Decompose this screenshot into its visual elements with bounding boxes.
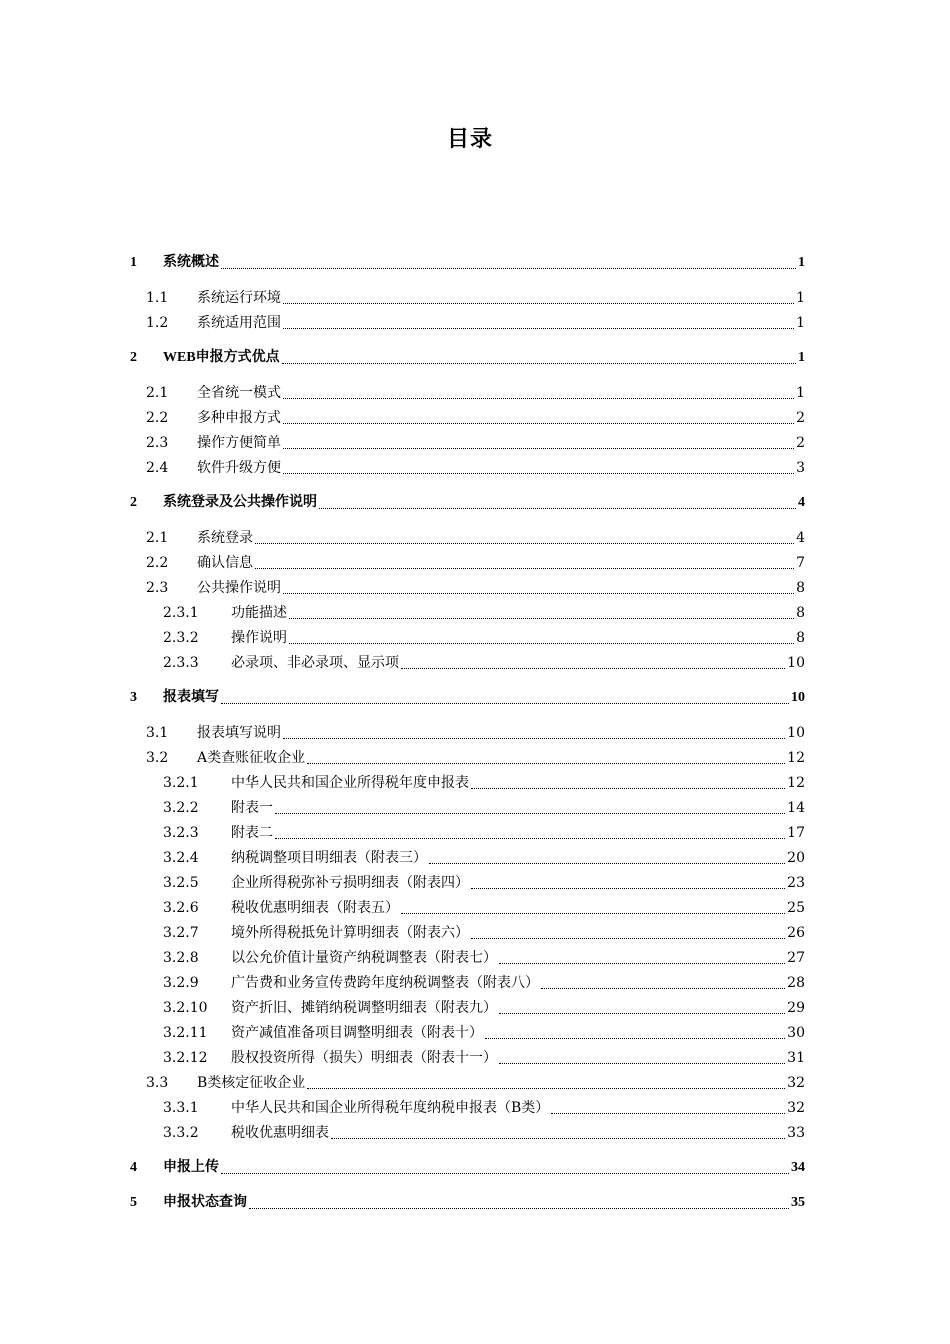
toc-entry-line [163,1156,805,1180]
toc-entry-title: 股权投资所得（损失）明细表（附表十一） [231,1050,497,1066]
dot-leader [401,666,785,669]
toc-entry-line [163,1191,805,1215]
toc-entry-line [163,346,805,370]
dot-leader [221,1171,789,1174]
toc-entry-number: 3.2.4 [163,850,199,866]
toc-entry[interactable] [0,996,950,1020]
dot-leader [283,736,785,739]
toc-entry-line [231,601,805,625]
dot-leader [283,446,794,449]
toc-entry-line [231,1096,805,1120]
toc-entry-number: 3.2.10 [163,1000,208,1016]
toc-entry-line [197,311,805,335]
toc-entry-title: 多种申报方式 [197,410,281,426]
toc-entry-line [231,971,805,995]
dot-leader [331,1136,785,1139]
dot-leader [275,811,785,814]
toc-entry-page: 4 [796,530,805,546]
dot-leader [499,961,785,964]
toc-entry-page: 8 [796,580,805,596]
toc-entry-title: 必录项、非必录项、显示项 [231,655,399,671]
toc-entry-page: 12 [787,750,805,766]
toc-entry-page: 10 [791,690,805,705]
toc-entry-title: B类核定征收企业 [197,1075,306,1091]
toc-entry-line [231,821,805,845]
toc-entry-line [197,721,805,745]
toc-entry[interactable] [0,921,950,945]
toc-entry[interactable] [0,971,950,995]
dot-leader [401,911,785,914]
toc-entry-line [197,551,805,575]
toc-entry-line [231,921,805,945]
toc-entry-page: 26 [787,925,805,941]
toc-entry-number: 2.1 [146,385,169,401]
toc-entry-line [197,286,805,310]
toc-entry-number: 3.1 [146,725,169,741]
toc-entry[interactable] [0,1046,950,1070]
toc-entry-page: 14 [787,800,805,816]
toc-entry-number: 4 [130,1160,137,1175]
toc-entry-page: 10 [787,655,805,671]
dot-leader [255,541,794,544]
toc-entry[interactable] [0,771,950,795]
toc-entry-line [163,491,805,515]
toc-entry-page: 30 [787,1025,805,1041]
toc-entry-page: 1 [798,350,805,365]
toc-entry-title: 附表一 [231,800,273,816]
toc-entry[interactable] [0,286,950,310]
toc-entry-title: 系统登录 [197,530,253,546]
toc-entry-number: 5 [130,1195,137,1210]
dot-leader [471,886,785,889]
toc-entry-page: 28 [787,975,805,991]
toc-entry-title: 纳税调整项目明细表（附表三） [231,850,427,866]
toc-entry-number: 2.2 [146,410,169,426]
toc-entry-line [163,251,805,275]
toc-entry[interactable] [0,946,950,970]
toc-entry[interactable] [0,1096,950,1120]
toc-entry-page: 31 [787,1050,805,1066]
toc-entry-page: 1 [796,315,805,331]
toc-entry-number: 3 [130,690,137,705]
dot-leader [499,1011,785,1014]
toc-entry-title: 中华人民共和国企业所得税年度申报表 [231,775,469,791]
toc-entry-page: 33 [787,1125,805,1141]
toc-entry-number: 3.2.8 [163,950,199,966]
toc-entry-line [197,1071,805,1095]
dot-leader [221,701,789,704]
toc-entry[interactable] [0,686,950,710]
toc-entry-line [231,1046,805,1070]
toc-entry-page: 2 [796,410,805,426]
dot-leader [485,1036,785,1039]
toc-entry-page: 20 [787,850,805,866]
toc-entry-page: 1 [796,385,805,401]
toc-entry-line [231,871,805,895]
toc-entry-line [197,431,805,455]
toc-entry-page: 8 [796,605,805,621]
toc-entry-number: 3.2.6 [163,900,199,916]
toc-entry-title: A类查账征收企业 [197,750,306,766]
toc-entry-number: 1.2 [146,315,169,331]
toc-entry-number: 1.1 [146,290,169,306]
toc-entry-page: 32 [787,1100,805,1116]
toc-entry-page: 8 [796,630,805,646]
dot-leader [429,861,785,864]
toc-entry-title: 资产折旧、摊销纳税调整明细表（附表九） [231,1000,497,1016]
toc-entry-title: 报表填写说明 [197,725,281,741]
toc-entry-title: 境外所得税抵免计算明细表（附表六） [231,925,469,941]
dot-leader [307,1086,785,1089]
toc-entry-number: 3.2 [146,750,169,766]
toc-entry-title: 系统适用范围 [197,315,281,331]
toc-entry-title: 税收优惠明细表（附表五） [231,900,399,916]
toc-entry[interactable] [0,746,950,770]
toc-entry-line [231,626,805,650]
toc-entry-number: 3.2.7 [163,925,199,941]
toc-entry-title: 功能描述 [231,605,287,621]
toc-entry-number: 3.2.11 [163,1025,208,1041]
toc-entry-page: 27 [787,950,805,966]
toc-entry-title: 广告费和业务宣传费跨年度纳税调整表（附表八） [231,975,539,991]
toc-entry-title: 资产减值准备项目调整明细表（附表十） [231,1025,483,1041]
toc-entry[interactable] [0,626,950,650]
toc-entry-line [231,1021,805,1045]
dot-leader [275,836,785,839]
toc-entry-line [197,381,805,405]
toc-entry-page: 12 [787,775,805,791]
toc-entry-title: 企业所得税弥补亏损明细表（附表四） [231,875,469,891]
dot-leader [541,986,785,989]
toc-entry-page: 35 [791,1195,805,1210]
toc-entry-number: 2.2 [146,555,169,571]
toc-entry[interactable] [0,846,950,870]
dot-leader [499,1061,785,1064]
toc-entry-number: 3.3.2 [163,1125,199,1141]
dot-leader [249,1206,789,1209]
dot-leader [289,616,794,619]
toc-entry-number: 3.3.1 [163,1100,199,1116]
toc-entry-page: 34 [791,1160,805,1175]
toc-entry[interactable] [0,251,950,275]
toc-entry-line [231,796,805,820]
toc-entry-line [231,771,805,795]
dot-leader [471,786,785,789]
toc-entry[interactable] [0,896,950,920]
toc-entry-line [231,651,805,675]
toc-entry-title: 全省统一模式 [197,385,281,401]
toc-entry-number: 1 [130,255,137,270]
toc-entry-title: 系统运行环境 [197,290,281,306]
toc-entry-number: 3.2.3 [163,825,199,841]
dot-leader [471,936,785,939]
toc-entry[interactable] [0,1191,950,1215]
toc-entry-number: 3.2.12 [163,1050,208,1066]
dot-leader [283,591,794,594]
toc-entry-title: 确认信息 [197,555,253,571]
toc-entry-line [197,406,805,430]
toc-entry-line [231,996,805,1020]
toc-entry-page: 4 [798,495,805,510]
toc-entry-number: 3.2.1 [163,775,199,791]
toc-entry-title: 税收优惠明细表 [231,1125,329,1141]
toc-entry-page: 1 [798,255,805,270]
toc-entry-number: 2 [130,350,137,365]
page-title: 目录 [446,127,493,152]
toc-entry-line [197,456,805,480]
toc-entry-number: 3.3 [146,1075,169,1091]
dot-leader [282,361,796,364]
toc-entry[interactable] [0,346,950,370]
toc-entry-page: 23 [787,875,805,891]
toc-entry-line [197,746,805,770]
toc-entry-title: 报表填写 [163,690,219,705]
toc-entry[interactable] [0,821,950,845]
toc-entry[interactable] [0,1071,950,1095]
toc-entry-line [231,846,805,870]
toc-entry[interactable] [0,311,950,335]
toc-entry-title: WEB申报方式优点 [163,350,280,365]
toc-entry-line [231,896,805,920]
toc-entry-number: 2.3.1 [163,605,199,621]
toc-entry-title: 软件升级方便 [197,460,281,476]
dot-leader [283,326,794,329]
toc-entry-number: 2 [130,495,137,510]
toc-entry-title: 操作说明 [231,630,287,646]
toc-entry-number: 2.3 [146,580,169,596]
toc-entry-title: 操作方便简单 [197,435,281,451]
dot-leader [289,641,794,644]
toc-entry-line [197,526,805,550]
toc-entry-number: 2.3 [146,435,169,451]
toc-entry[interactable] [0,526,950,550]
toc-entry[interactable] [0,871,950,895]
toc-entry-line [197,576,805,600]
toc-entry-page: 1 [796,290,805,306]
toc-entry[interactable] [0,651,950,675]
toc-entry-title: 申报上传 [163,1160,219,1175]
toc-entry-line [231,1121,805,1145]
toc-entry-number: 2.3.2 [163,630,199,646]
toc-entry-page: 10 [787,725,805,741]
toc-entry-page: 2 [796,435,805,451]
toc-entry[interactable] [0,576,950,600]
toc-entry-title: 中华人民共和国企业所得税年度纳税申报表（B类） [231,1100,550,1116]
dot-leader [283,396,794,399]
toc-entry[interactable] [0,491,950,515]
toc-entry-number: 2.3.3 [163,655,199,671]
toc-entry-number: 3.2.2 [163,800,199,816]
dot-leader [307,761,785,764]
dot-leader [283,421,794,424]
toc-entry-page: 29 [787,1000,805,1016]
toc-entry-number: 2.1 [146,530,169,546]
toc-entry-line [163,686,805,710]
toc-entry-page: 32 [787,1075,805,1091]
toc-entry-page: 25 [787,900,805,916]
dot-leader [255,566,794,569]
toc-entry[interactable] [0,456,950,480]
toc-entry-line [231,946,805,970]
dot-leader [551,1111,785,1114]
toc-entry-title: 系统登录及公共操作说明 [163,495,317,510]
dot-leader [319,506,796,509]
toc-entry[interactable] [0,796,950,820]
toc-entry[interactable] [0,1021,950,1045]
dot-leader [283,471,794,474]
toc-entry-title: 附表二 [231,825,273,841]
toc-entry-number: 2.4 [146,460,169,476]
toc-entry-number: 3.2.5 [163,875,199,891]
toc-entry-title: 系统概述 [163,255,219,270]
dot-leader [283,301,794,304]
toc-entry[interactable] [0,601,950,625]
toc-entry[interactable] [0,381,950,405]
toc-entry[interactable] [0,1156,950,1180]
toc-entry-page: 3 [796,460,805,476]
toc-entry-page: 17 [787,825,805,841]
toc-entry[interactable] [0,721,950,745]
toc-entry[interactable] [0,1121,950,1145]
toc-entry-title: 以公允价值计量资产纳税调整表（附表七） [231,950,497,966]
toc-entry-number: 3.2.9 [163,975,199,991]
toc-entry-title: 申报状态查询 [163,1195,247,1210]
toc-entry[interactable] [0,551,950,575]
toc-entry-title: 公共操作说明 [197,580,281,596]
toc-entry[interactable] [0,406,950,430]
toc-entry-page: 7 [796,555,805,571]
dot-leader [221,266,796,269]
toc-entry[interactable] [0,431,950,455]
